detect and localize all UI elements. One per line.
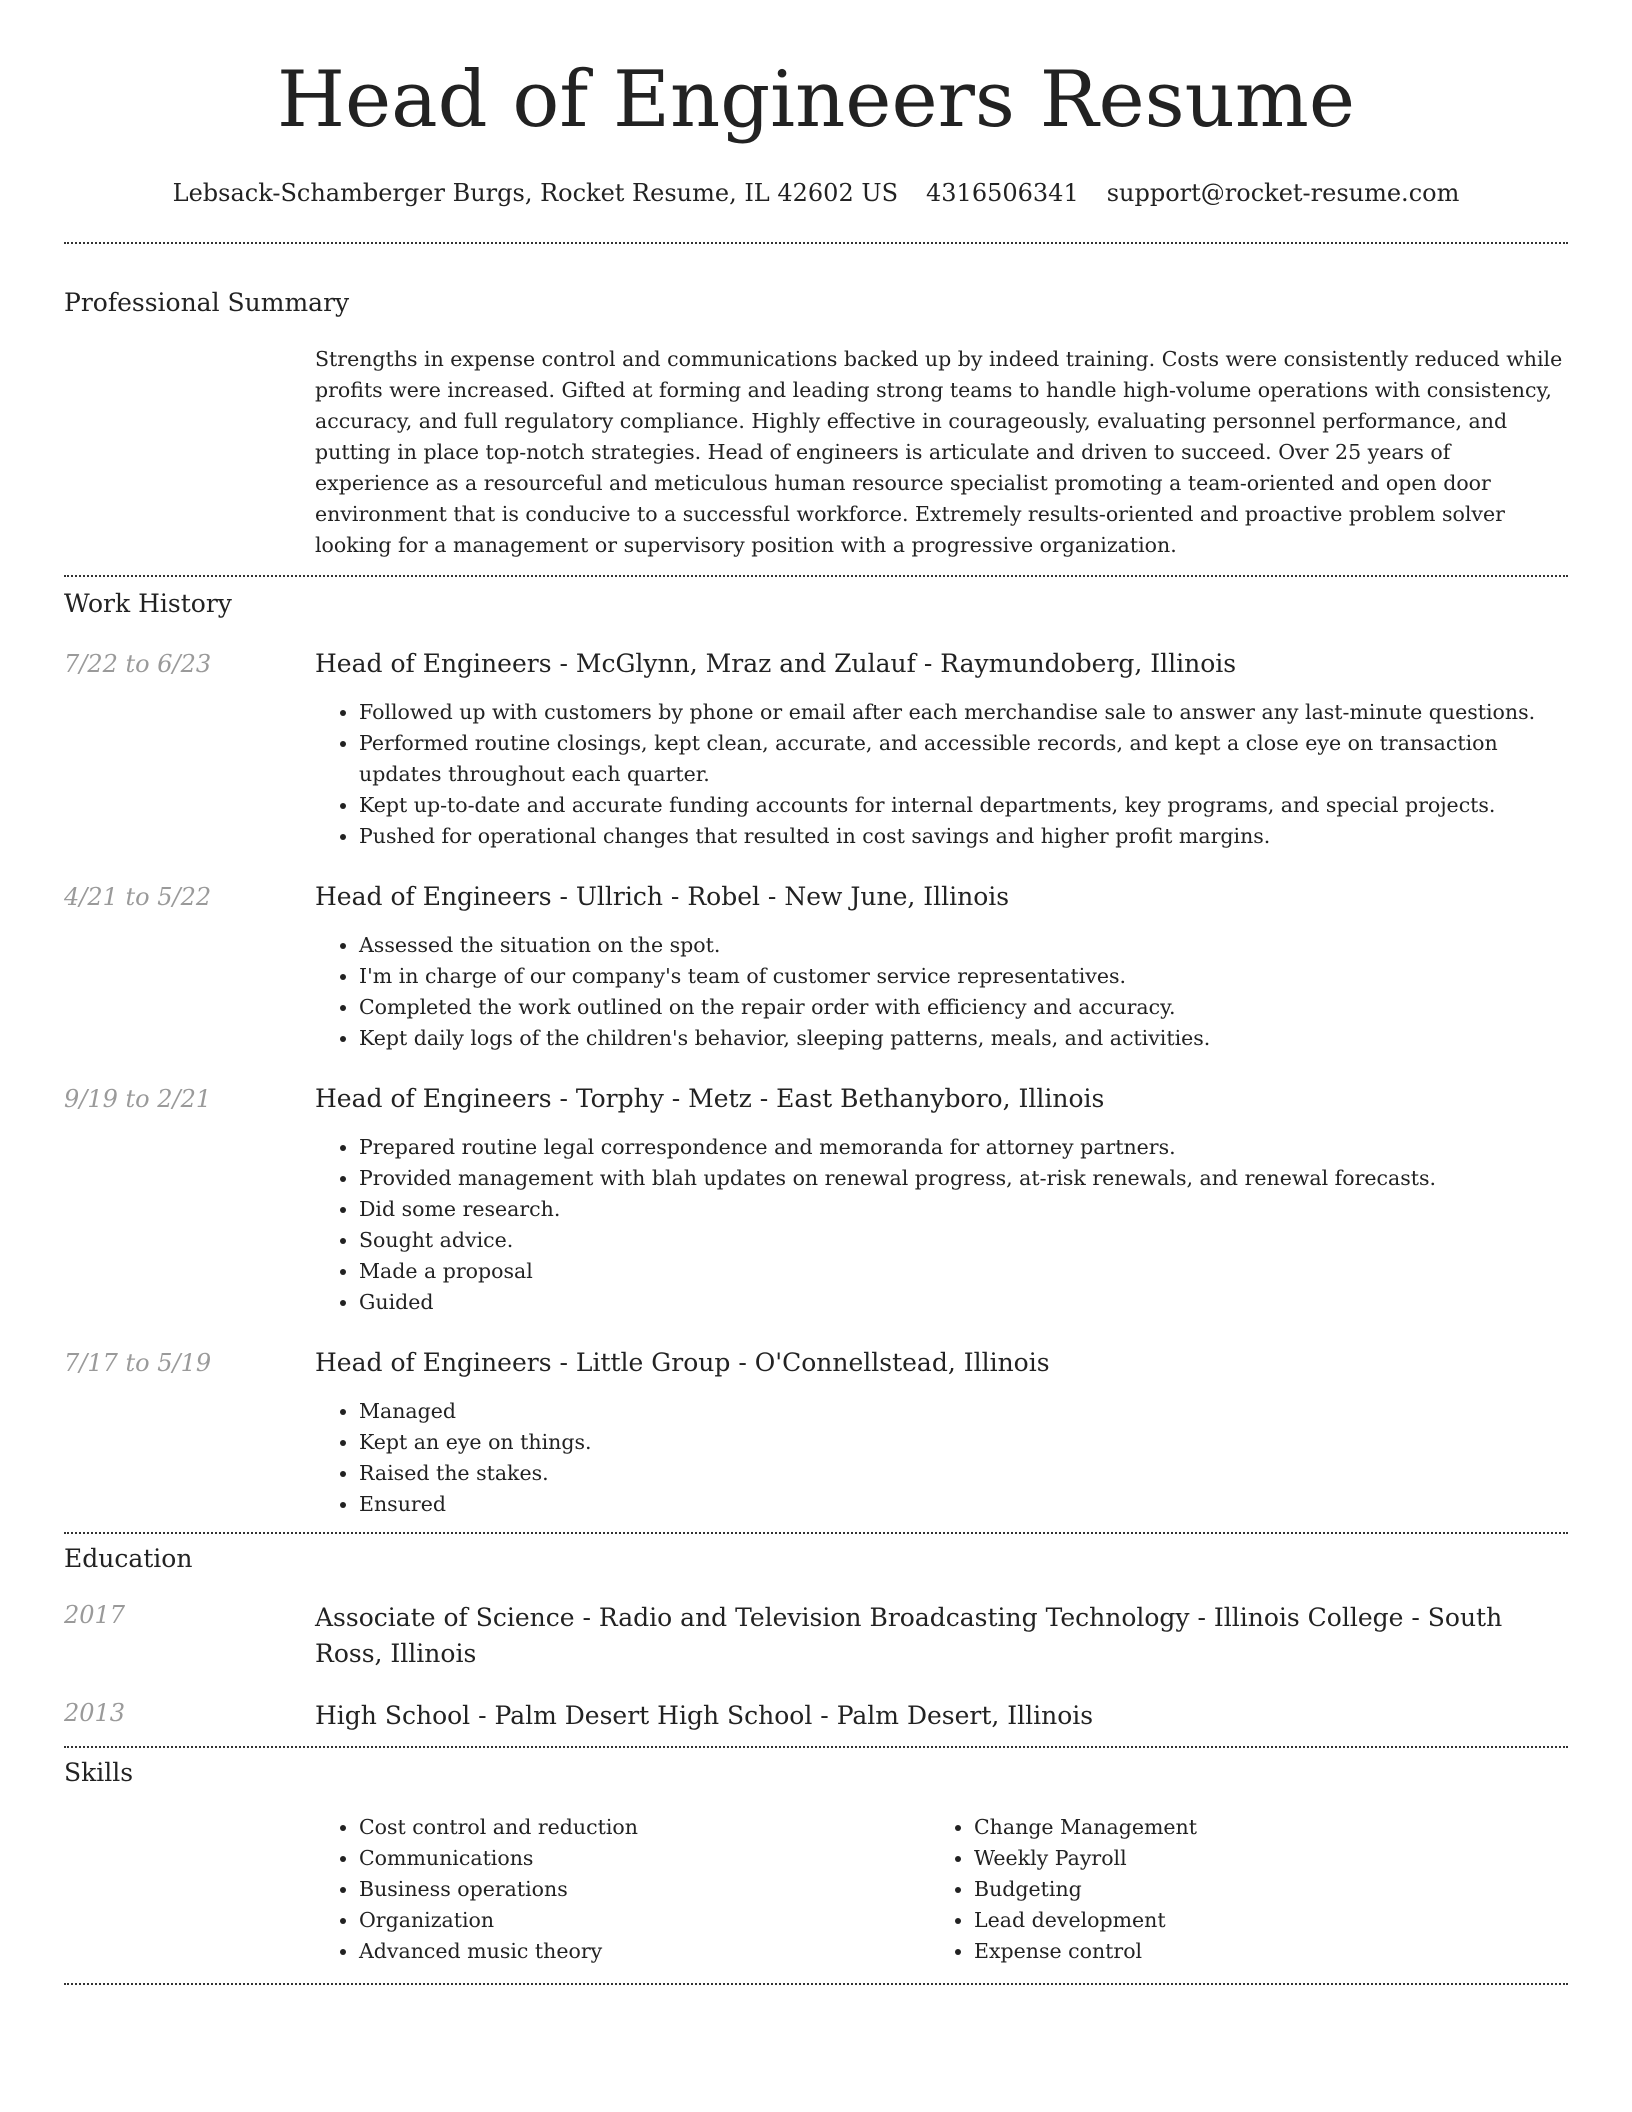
- job-dates: 7/22 to 6/23: [64, 650, 212, 678]
- divider: [64, 242, 1568, 244]
- skill-item: • Communications: [359, 1843, 930, 1874]
- job-bullet: • Raised the stakes.: [359, 1458, 1568, 1489]
- job-bullets: [315, 1132, 1568, 1318]
- job-heading: Head of Engineers - Torphy - Metz - East Bethanyboro, Illinois: [315, 1084, 1105, 1113]
- summary-text: Strengths in expense control and communications backed up by indeed training. Costs were consistently reduced while profits were increased. Gifted at forming and leading strong teams to handle high-volume operations with consistency, accuracy, and full regulatory compliance. Highly effective in courageously, evaluating personnel performance, and putting in place top-notch strategies. Head of engineers is articulate and driven to succeed. Over 25 years of experience as a resourceful and meticulous human resource specialist promoting a team-oriented and open door environment that is conducive to a successful workforce. Extremely results-oriented and proactive problem solver looking for a management or supervisory position with a progressive organization.: [315, 347, 1563, 557]
- job-bullet: • Pushed for operational changes that resulted in cost savings and higher profit margins.: [359, 821, 1568, 852]
- job-body: [315, 1084, 1568, 1318]
- job-bullets: [315, 697, 1568, 852]
- job-heading: Head of Engineers - Little Group - O'Connellstead, Illinois: [315, 1348, 1050, 1377]
- section-title-work-history: Work History: [64, 589, 232, 618]
- job-bullet: • Performed routine closings, kept clean, accurate, and accessible records, and kept a close eye on transaction updates throughout each quarter.: [359, 728, 1568, 790]
- job-body: [315, 1348, 1568, 1520]
- skills-columns: [315, 1812, 1568, 1967]
- job-bullet: • Guided: [359, 1287, 1568, 1318]
- job-bullet: • Followed up with customers by phone or email after each merchandise sale to answer any last-minute questions.: [359, 697, 1568, 728]
- job-dates: 4/21 to 5/22: [64, 883, 212, 911]
- divider: [64, 1746, 1568, 1748]
- job-heading: Head of Engineers - McGlynn, Mraz and Zulauf - Raymundoberg, Illinois: [315, 649, 1237, 678]
- job-body: [315, 882, 1568, 1054]
- job-entry: [64, 1084, 1568, 1318]
- job-bullet: • Assessed the situation on the spot.: [359, 930, 1568, 961]
- education-year: 2013: [64, 1699, 126, 1727]
- divider: [64, 1532, 1568, 1534]
- education-entry: [64, 1698, 1568, 1734]
- job-dates: 7/17 to 5/19: [64, 1349, 212, 1377]
- job-bullets: [315, 930, 1568, 1054]
- education-list: [64, 1600, 1568, 1734]
- job-bullets: [315, 1396, 1568, 1520]
- job-bullet: • Ensured: [359, 1489, 1568, 1520]
- skill-item: • Expense control: [974, 1936, 1545, 1967]
- contact-phone: 4316506341: [926, 179, 1079, 207]
- skill-item: • Budgeting: [974, 1874, 1545, 1905]
- education-text: Associate of Science - Radio and Television Broadcasting Technology - Illinois College - South Ross, Illinois: [315, 1603, 1503, 1668]
- divider: [64, 575, 1568, 577]
- job-bullet: • Completed the work outlined on the repair order with efficiency and accuracy.: [359, 992, 1568, 1023]
- job-bullet: • Prepared routine legal correspondence and memoranda for attorney partners.: [359, 1132, 1568, 1163]
- job-bullet: • Kept daily logs of the children's behavior, sleeping patterns, meals, and activities.: [359, 1023, 1568, 1054]
- job-entry: [64, 649, 1568, 852]
- education-text: High School - Palm Desert High School - Palm Desert, Illinois: [315, 1701, 1094, 1730]
- divider: [64, 1983, 1568, 1985]
- skills-list-right: [930, 1812, 1545, 1967]
- job-bullet: • Managed: [359, 1396, 1568, 1427]
- education-entry: [64, 1600, 1568, 1672]
- skill-item: • Organization: [359, 1905, 930, 1936]
- section-title-education: Education: [64, 1544, 193, 1573]
- job-bullet: • Provided management with blah updates on renewal progress, at-risk renewals, and renewal forecasts.: [359, 1163, 1568, 1194]
- skill-item: • Weekly Payroll: [974, 1843, 1545, 1874]
- work-history-list: [64, 649, 1568, 1520]
- job-bullet: • Kept an eye on things.: [359, 1427, 1568, 1458]
- skill-item: • Lead development: [974, 1905, 1545, 1936]
- contact-email: support@rocket-resume.com: [1106, 179, 1460, 207]
- contact-line: [64, 178, 1568, 208]
- skills-list-left: [315, 1812, 930, 1967]
- skill-item: • Business operations: [359, 1874, 930, 1905]
- job-body: [315, 649, 1568, 852]
- job-entry: [64, 1348, 1568, 1520]
- resume-title: Head of Engineers Resume: [276, 55, 1356, 145]
- section-title-skills: Skills: [64, 1758, 134, 1787]
- job-bullet: • Made a proposal: [359, 1256, 1568, 1287]
- job-bullet: • Did some research.: [359, 1194, 1568, 1225]
- section-title-summary: Professional Summary: [64, 288, 350, 317]
- job-bullet: • Sought advice.: [359, 1225, 1568, 1256]
- skill-item: • Change Management: [974, 1812, 1545, 1843]
- skill-item: • Advanced music theory: [359, 1936, 930, 1967]
- job-dates: 9/19 to 2/21: [64, 1085, 212, 1113]
- skill-item: • Cost control and reduction: [359, 1812, 930, 1843]
- job-entry: [64, 882, 1568, 1054]
- job-bullet: • Kept up-to-date and accurate funding accounts for internal departments, key programs, and special projects.: [359, 790, 1568, 821]
- job-heading: Head of Engineers - Ullrich - Robel - New June, Illinois: [315, 882, 1010, 911]
- job-bullet: • I'm in charge of our company's team of customer service representatives.: [359, 961, 1568, 992]
- contact-address: Lebsack-Schamberger Burgs, Rocket Resume, IL 42602 US: [172, 179, 899, 207]
- education-year: 2017: [64, 1601, 126, 1629]
